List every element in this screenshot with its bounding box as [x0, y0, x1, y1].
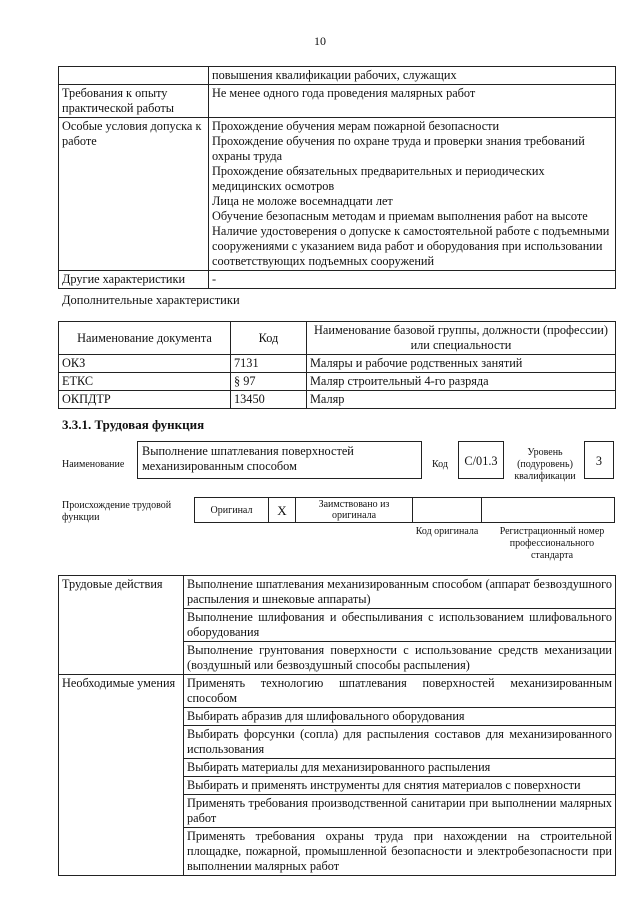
skill-item: Выбирать материалы для механизированного распыления — [184, 759, 616, 777]
action-item: Выполнение шлифования и обеспыливания с использованием шлифовального оборудования — [184, 609, 616, 642]
table-cell: Маляры и рабочие родственных занятий — [307, 355, 616, 373]
column-header: Наименование документа — [59, 322, 231, 355]
qualification-table — [58, 66, 616, 289]
table-row — [59, 271, 616, 289]
table-cell: ОКПДТР — [59, 391, 231, 409]
list-item: Прохождение обязательных предварительных и периодических медицинских осмотров — [212, 164, 545, 193]
skill-item: Выбирать и применять инструменты для снятия материалов с поверхности — [184, 777, 616, 795]
code-box — [458, 441, 504, 479]
list-item: Обучение безопасным методам и приемам выполнения работ на высоте — [212, 209, 588, 223]
skill-item: Применять технологию шпатлевания поверхностей механизированным способом — [184, 675, 616, 708]
other-characteristics-label: Другие характеристики — [59, 271, 209, 289]
table-row — [59, 675, 616, 708]
code-value: С/01.3 — [464, 454, 498, 468]
column-header: Наименование базовой группы, должности (профессии) или специальности — [307, 322, 616, 355]
table-row — [59, 67, 616, 85]
list-item: Прохождение обучения по охране труда и проверки знания требований охраны труда — [212, 134, 585, 163]
code-label: Код — [432, 459, 448, 470]
original-label: Оригинал — [210, 505, 253, 516]
table-row — [59, 118, 616, 271]
additional-table — [58, 321, 616, 409]
additional-heading: Дополнительные характеристики — [62, 293, 240, 307]
table-row — [59, 355, 616, 373]
table-cell: Маляр — [307, 391, 616, 409]
original-box — [194, 497, 269, 523]
table-row — [59, 85, 616, 118]
table-cell: § 97 — [231, 373, 307, 391]
table-header-row — [59, 322, 616, 355]
action-item: Выполнение грунтования поверхности с использование средств механизации (воздушный или безвоздушный способы распыления) — [184, 642, 616, 675]
reg-number-box — [481, 497, 615, 523]
skill-item: Выбирать форсунки (сопла) для распыления составов для механизированного использования — [184, 726, 616, 759]
original-mark-box — [268, 497, 296, 523]
list-item: Лица не моложе восемнадцати лет — [212, 194, 393, 208]
skill-item: Выбирать абразив для шлифовального оборудования — [184, 708, 616, 726]
table-row — [59, 576, 616, 609]
page-number: 10 — [314, 34, 326, 48]
name-label: Наименование — [62, 459, 125, 470]
level-label: Уровень (подуровень) квалификации — [514, 447, 576, 482]
list-item: Прохождение обучения мерам пожарной безопасности — [212, 119, 500, 133]
table-cell: 7131 — [231, 355, 307, 373]
actions-skills-table — [58, 575, 616, 876]
level-box — [584, 441, 614, 479]
table-cell: ЕТКС — [59, 373, 231, 391]
borrowed-box — [295, 497, 413, 523]
experience-label: Требования к опыту практической работы — [59, 85, 209, 118]
actions-label: Трудовые действия — [59, 576, 184, 675]
table-cell: ОКЗ — [59, 355, 231, 373]
code-original-caption: Код оригинала — [415, 526, 479, 537]
code-original-box — [412, 497, 482, 523]
original-mark: X — [277, 503, 287, 518]
reg-number-caption: Регистрационный номер профессионального стандарта — [499, 526, 605, 561]
special-conditions-list — [209, 118, 616, 271]
skill-item: Применять требования охраны труда при нахождении на строительной площадке, пожарной, промышленной безопасности и электробезопасности при выполнении малярных работ — [184, 828, 616, 876]
other-characteristics-value: - — [209, 271, 616, 289]
table-cell: Маляр строительный 4-го разряда — [307, 373, 616, 391]
special-conditions-label: Особые условия допуска к работе — [59, 118, 209, 271]
table-row — [59, 373, 616, 391]
borrowed-label: Заимствовано из оригинала — [318, 499, 390, 521]
continuation-text: повышения квалификации рабочих, служащих — [209, 67, 616, 85]
action-item: Выполнение шпатлевания механизированным способом (аппарат безвоздушного распыления и шнековые аппараты) — [184, 576, 616, 609]
function-name: Выполнение шпатлевания поверхностей механизированным способом — [142, 444, 354, 473]
origin-label: Происхождение трудовой функции — [62, 500, 172, 523]
function-heading: 3.3.1. Трудовая функция — [62, 417, 205, 432]
column-header: Код — [231, 322, 307, 355]
skill-item: Применять требования производственной санитарии при выполнении малярных работ — [184, 795, 616, 828]
skills-label: Необходимые умения — [59, 675, 184, 876]
table-cell: 13450 — [231, 391, 307, 409]
table-row — [59, 391, 616, 409]
level-value: 3 — [595, 454, 603, 468]
function-name-box — [137, 441, 422, 479]
list-item: Наличие удостоверения о допуске к самостоятельной работе с подъемными сооружениями с указанием вида работ и оборудования при использовании соответствующих подъемных сооружений — [212, 224, 610, 268]
experience-value: Не менее одного года проведения малярных работ — [209, 85, 616, 118]
